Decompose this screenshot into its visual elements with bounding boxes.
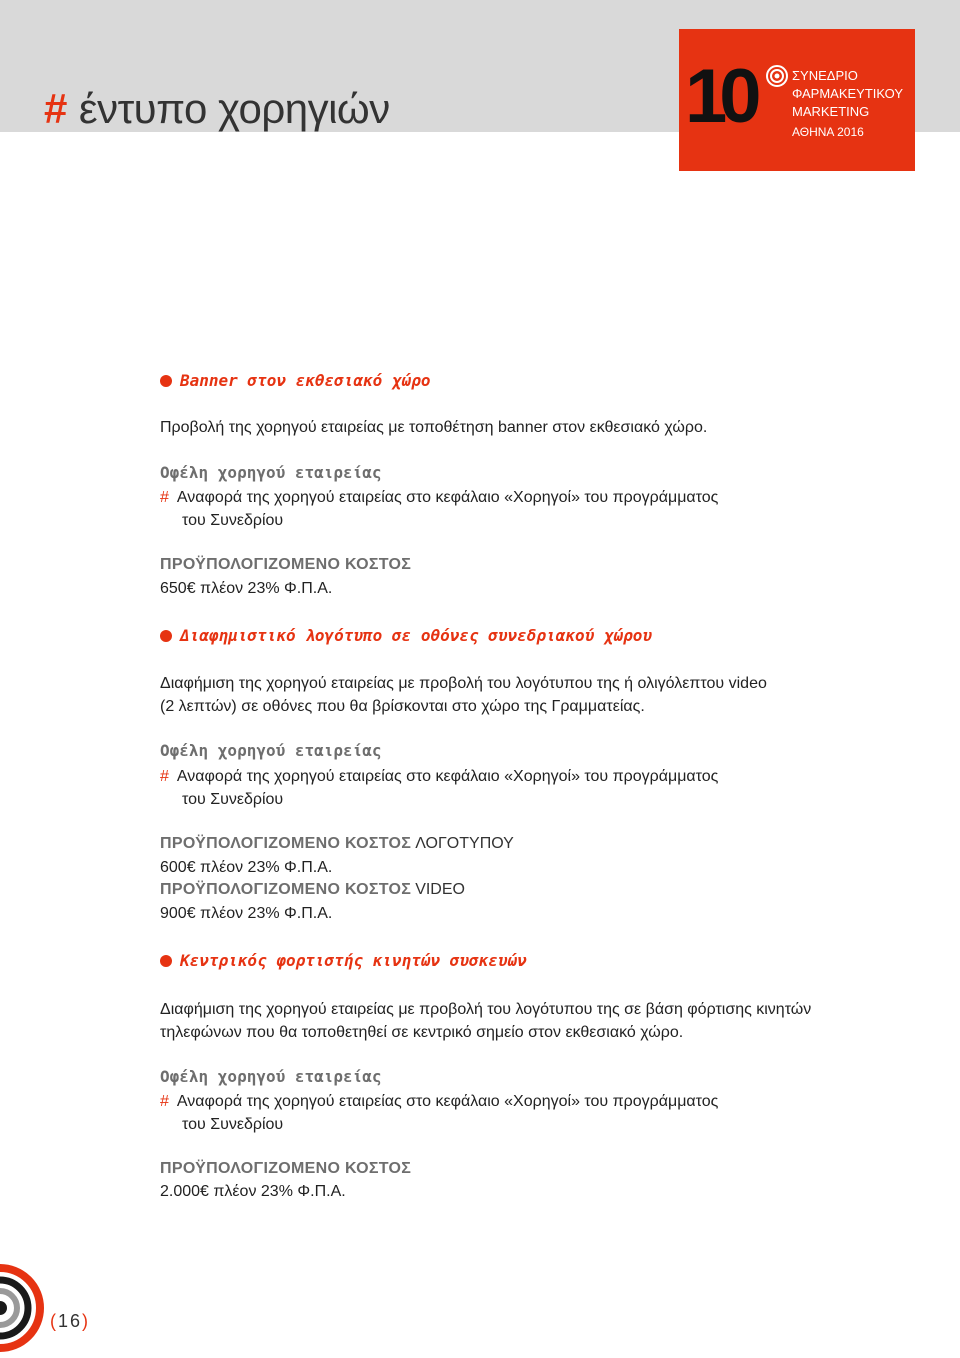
page-number: (16) xyxy=(50,1311,91,1331)
cost-value: 650€ πλέον 23% Φ.Π.Α. xyxy=(160,580,333,597)
section-title-logo-screens: Διαφημιστικό λογότυπο σε οθόνες συνεδριακού χώρου xyxy=(160,626,652,645)
benefit-item: # Αναφορά της χορηγού εταιρείας στο κεφάλαιο «Χορηγοί» του προγράμματος του Συνεδρίου xyxy=(160,1093,719,1133)
section-title-charger: Κεντρικός φορτιστής κινητών συσκευών xyxy=(160,951,527,970)
logo-number: 10 xyxy=(685,54,754,139)
concentric-rings-icon xyxy=(0,1262,48,1358)
bullet-icon xyxy=(160,630,172,642)
cost-value-video: 900€ πλέον 23% Φ.Π.Α. xyxy=(160,905,333,922)
hash-icon: # xyxy=(160,1093,169,1110)
logo-line-2: ΦΑΡΜΑΚΕΥΤΙΚΟΥ xyxy=(792,86,904,101)
benefit-item: # Αναφορά της χορηγού εταιρείας στο κεφάλαιο «Χορηγοί» του προγράμματος του Συνεδρίου xyxy=(160,768,719,808)
logo-line-3: MARKETING xyxy=(792,104,870,119)
section-title-banner: Banner στον εκθεσιακό χώρο xyxy=(160,371,430,390)
benefits-heading: Οφέλη χορηγού εταιρείας xyxy=(160,1067,382,1086)
cost-heading-logo: ΠΡΟΫΠΟΛΟΓΙΖΟΜΕΝΟ ΚΟΣΤΟΣ ΛΟΓΟΤΥΠΟΥ xyxy=(160,835,514,852)
page-title xyxy=(44,85,390,132)
title-hash: # xyxy=(44,85,67,132)
target-icon xyxy=(766,65,788,87)
section-description: Διαφήμιση της χορηγού εταιρείας με προβολή του λογότυπου της σε βάση φόρτισης κινητών τηλεφώνων που θα τοποθετηθεί σε κεντρικό σημείο στον εκθεσιακό χώρο. xyxy=(160,1001,812,1041)
cost-value-logo: 600€ πλέον 23% Φ.Π.Α. xyxy=(160,859,333,876)
logo-line-1: ΣΥΝΕΔΡΙΟ xyxy=(792,68,858,83)
cost-heading-video: ΠΡΟΫΠΟΛΟΓΙΖΟΜΕΝΟ ΚΟΣΤΟΣ VIDEO xyxy=(160,881,465,898)
benefit-item: # Αναφορά της χορηγού εταιρείας στο κεφάλαιο «Χορηγοί» του προγράμματος του Συνεδρίου xyxy=(160,489,719,529)
cost-heading: ΠΡΟΫΠΟΛΟΓΙΖΟΜΕΝΟ ΚΟΣΤΟΣ xyxy=(160,556,412,573)
title-text: έντυπο χορηγιών xyxy=(78,85,390,132)
logo-city: ΑΘΗΝΑ 2016 xyxy=(792,125,864,139)
cost-heading: ΠΡΟΫΠΟΛΟΓΙΖΟΜΕΝΟ ΚΟΣΤΟΣ xyxy=(160,1160,412,1177)
hash-icon: # xyxy=(160,489,169,506)
hash-icon: # xyxy=(160,768,169,785)
bullet-icon xyxy=(160,375,172,387)
section-description: Διαφήμιση της χορηγού εταιρείας με προβολή του λογότυπου της ή ολιγόλεπτου video (2 λεπτών) σε οθόνες που θα βρίσκονται στο χώρο της Γραμματείας. xyxy=(160,675,767,715)
bullet-icon xyxy=(160,955,172,967)
cost-value: 2.000€ πλέον 23% Φ.Π.Α. xyxy=(160,1183,346,1200)
logo-text xyxy=(792,67,903,141)
section-description: Προβολή της χορηγού εταιρείας με τοποθέτηση banner στον εκθεσιακό χώρο. xyxy=(160,419,708,436)
benefits-heading: Οφέλη χορηγού εταιρείας xyxy=(160,463,382,482)
benefits-heading: Οφέλη χορηγού εταιρείας xyxy=(160,741,382,760)
conference-logo xyxy=(679,29,915,171)
